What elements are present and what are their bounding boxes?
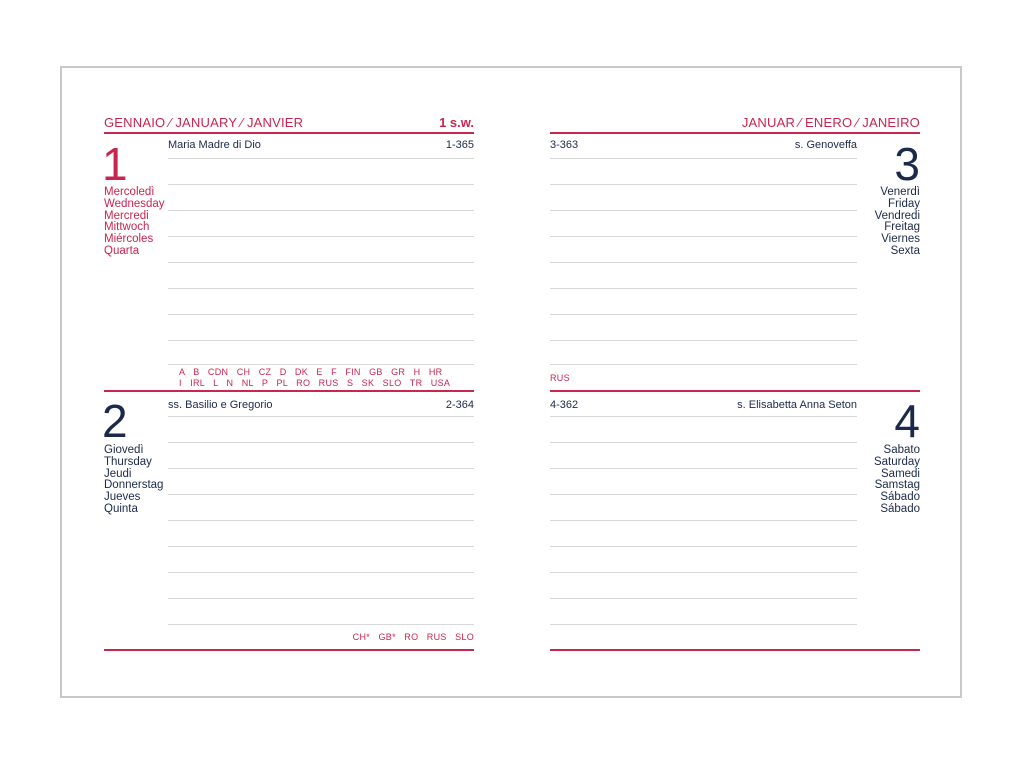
day-counter-1: 1-365 [445,139,474,151]
writing-line [550,598,857,599]
day-name: Freitag [884,221,920,234]
day-name: Jeudi [104,467,132,480]
writing-line [550,520,857,521]
day-name: Wednesday [104,197,165,210]
day-name: Viernes [881,233,920,246]
day-name: Donnerstag [104,479,164,492]
holiday-codes-2: CH* GB* RO RUS SLO [352,632,474,642]
writing-line [550,364,857,365]
writing-line [168,416,474,417]
holiday-codes-1-bottom: I IRL L N NL P PL RO RUS S SK SLO TR USA [179,378,451,388]
writing-line [550,314,857,315]
writing-line [550,288,857,289]
writing-line [550,210,857,211]
day-number-4: 4 [894,395,920,447]
day-counter-2: 2-364 [445,399,474,411]
writing-line [550,468,857,469]
day-name: Mittwoch [104,221,150,234]
day-names-1 [104,187,165,258]
writing-line [168,364,474,365]
day-name: Samstag [874,479,920,492]
writing-line [168,210,474,211]
writing-line [550,442,857,443]
day-name: Mercoledì [104,186,155,198]
writing-line [168,624,474,625]
saint-name-2: ss. Basilio e Gregorio [168,399,273,411]
day-name: Giovedì [104,444,144,456]
left-bottom-rule [104,649,474,651]
writing-line [550,236,857,237]
writing-line [168,184,474,185]
day-name: Sexta [890,244,920,257]
day-name: Sábado [880,491,920,504]
writing-line [168,158,474,159]
day-names-3 [850,187,920,258]
writing-line [550,184,857,185]
writing-line [168,314,474,315]
writing-line [550,416,857,417]
writing-line [168,340,474,341]
writing-line [168,546,474,547]
week-number: 1 s.w. [439,115,474,130]
day-counter-4: 4-362 [550,399,579,411]
saint-name-4: s. Elisabetta Anna Seton [737,399,857,411]
day-name: Miércoles [104,233,154,246]
day-divider-rule [104,390,474,392]
day-divider-rule [550,390,920,392]
day-name: Saturday [873,455,920,468]
left-header-rule [104,132,474,134]
writing-line [168,236,474,237]
day-counter-3: 3-363 [550,139,579,151]
right-bottom-rule [550,649,920,651]
writing-line [168,494,474,495]
day-name: Sábado [880,502,920,515]
writing-line [550,494,857,495]
day-name: Samedi [881,467,920,480]
day-names-2 [104,445,163,516]
day-name: Quinta [104,502,138,515]
writing-line [168,598,474,599]
day-name: Vendredi [874,209,920,222]
writing-line [550,624,857,625]
writing-line [550,572,857,573]
day-name: Venerdì [880,186,920,198]
saint-name-3: s. Genoveffa [794,139,857,151]
day-names-4 [850,445,920,516]
day-number-2: 2 [102,395,128,447]
left-month-header: GENNAIO ⁄ JANUARY ⁄ JANVIER [104,115,304,130]
day-name: Thursday [104,455,152,468]
day-name: Quarta [104,244,140,257]
writing-line [168,572,474,573]
holiday-codes-3: RUS [550,373,570,383]
writing-line [550,262,857,263]
writing-line [550,158,857,159]
writing-line [168,262,474,263]
writing-line [168,520,474,521]
writing-line [168,442,474,443]
day-number-3: 3 [894,138,920,190]
day-name: Mercredi [104,209,149,222]
day-name: Friday [888,197,920,210]
writing-line [168,288,474,289]
right-header-rule [550,132,920,134]
writing-line [550,340,857,341]
right-month-header: JANUAR ⁄ ENERO ⁄ JANEIRO [741,115,920,130]
day-name: Jueves [104,491,141,504]
writing-line [550,546,857,547]
holiday-codes-1-top: A B CDN CH CZ D DK E F FIN GB GR H HR [179,367,443,377]
writing-line [168,468,474,469]
day-number-1: 1 [102,138,128,190]
saint-name-1: Maria Madre di Dio [168,139,261,151]
day-name: Sabato [883,444,920,456]
